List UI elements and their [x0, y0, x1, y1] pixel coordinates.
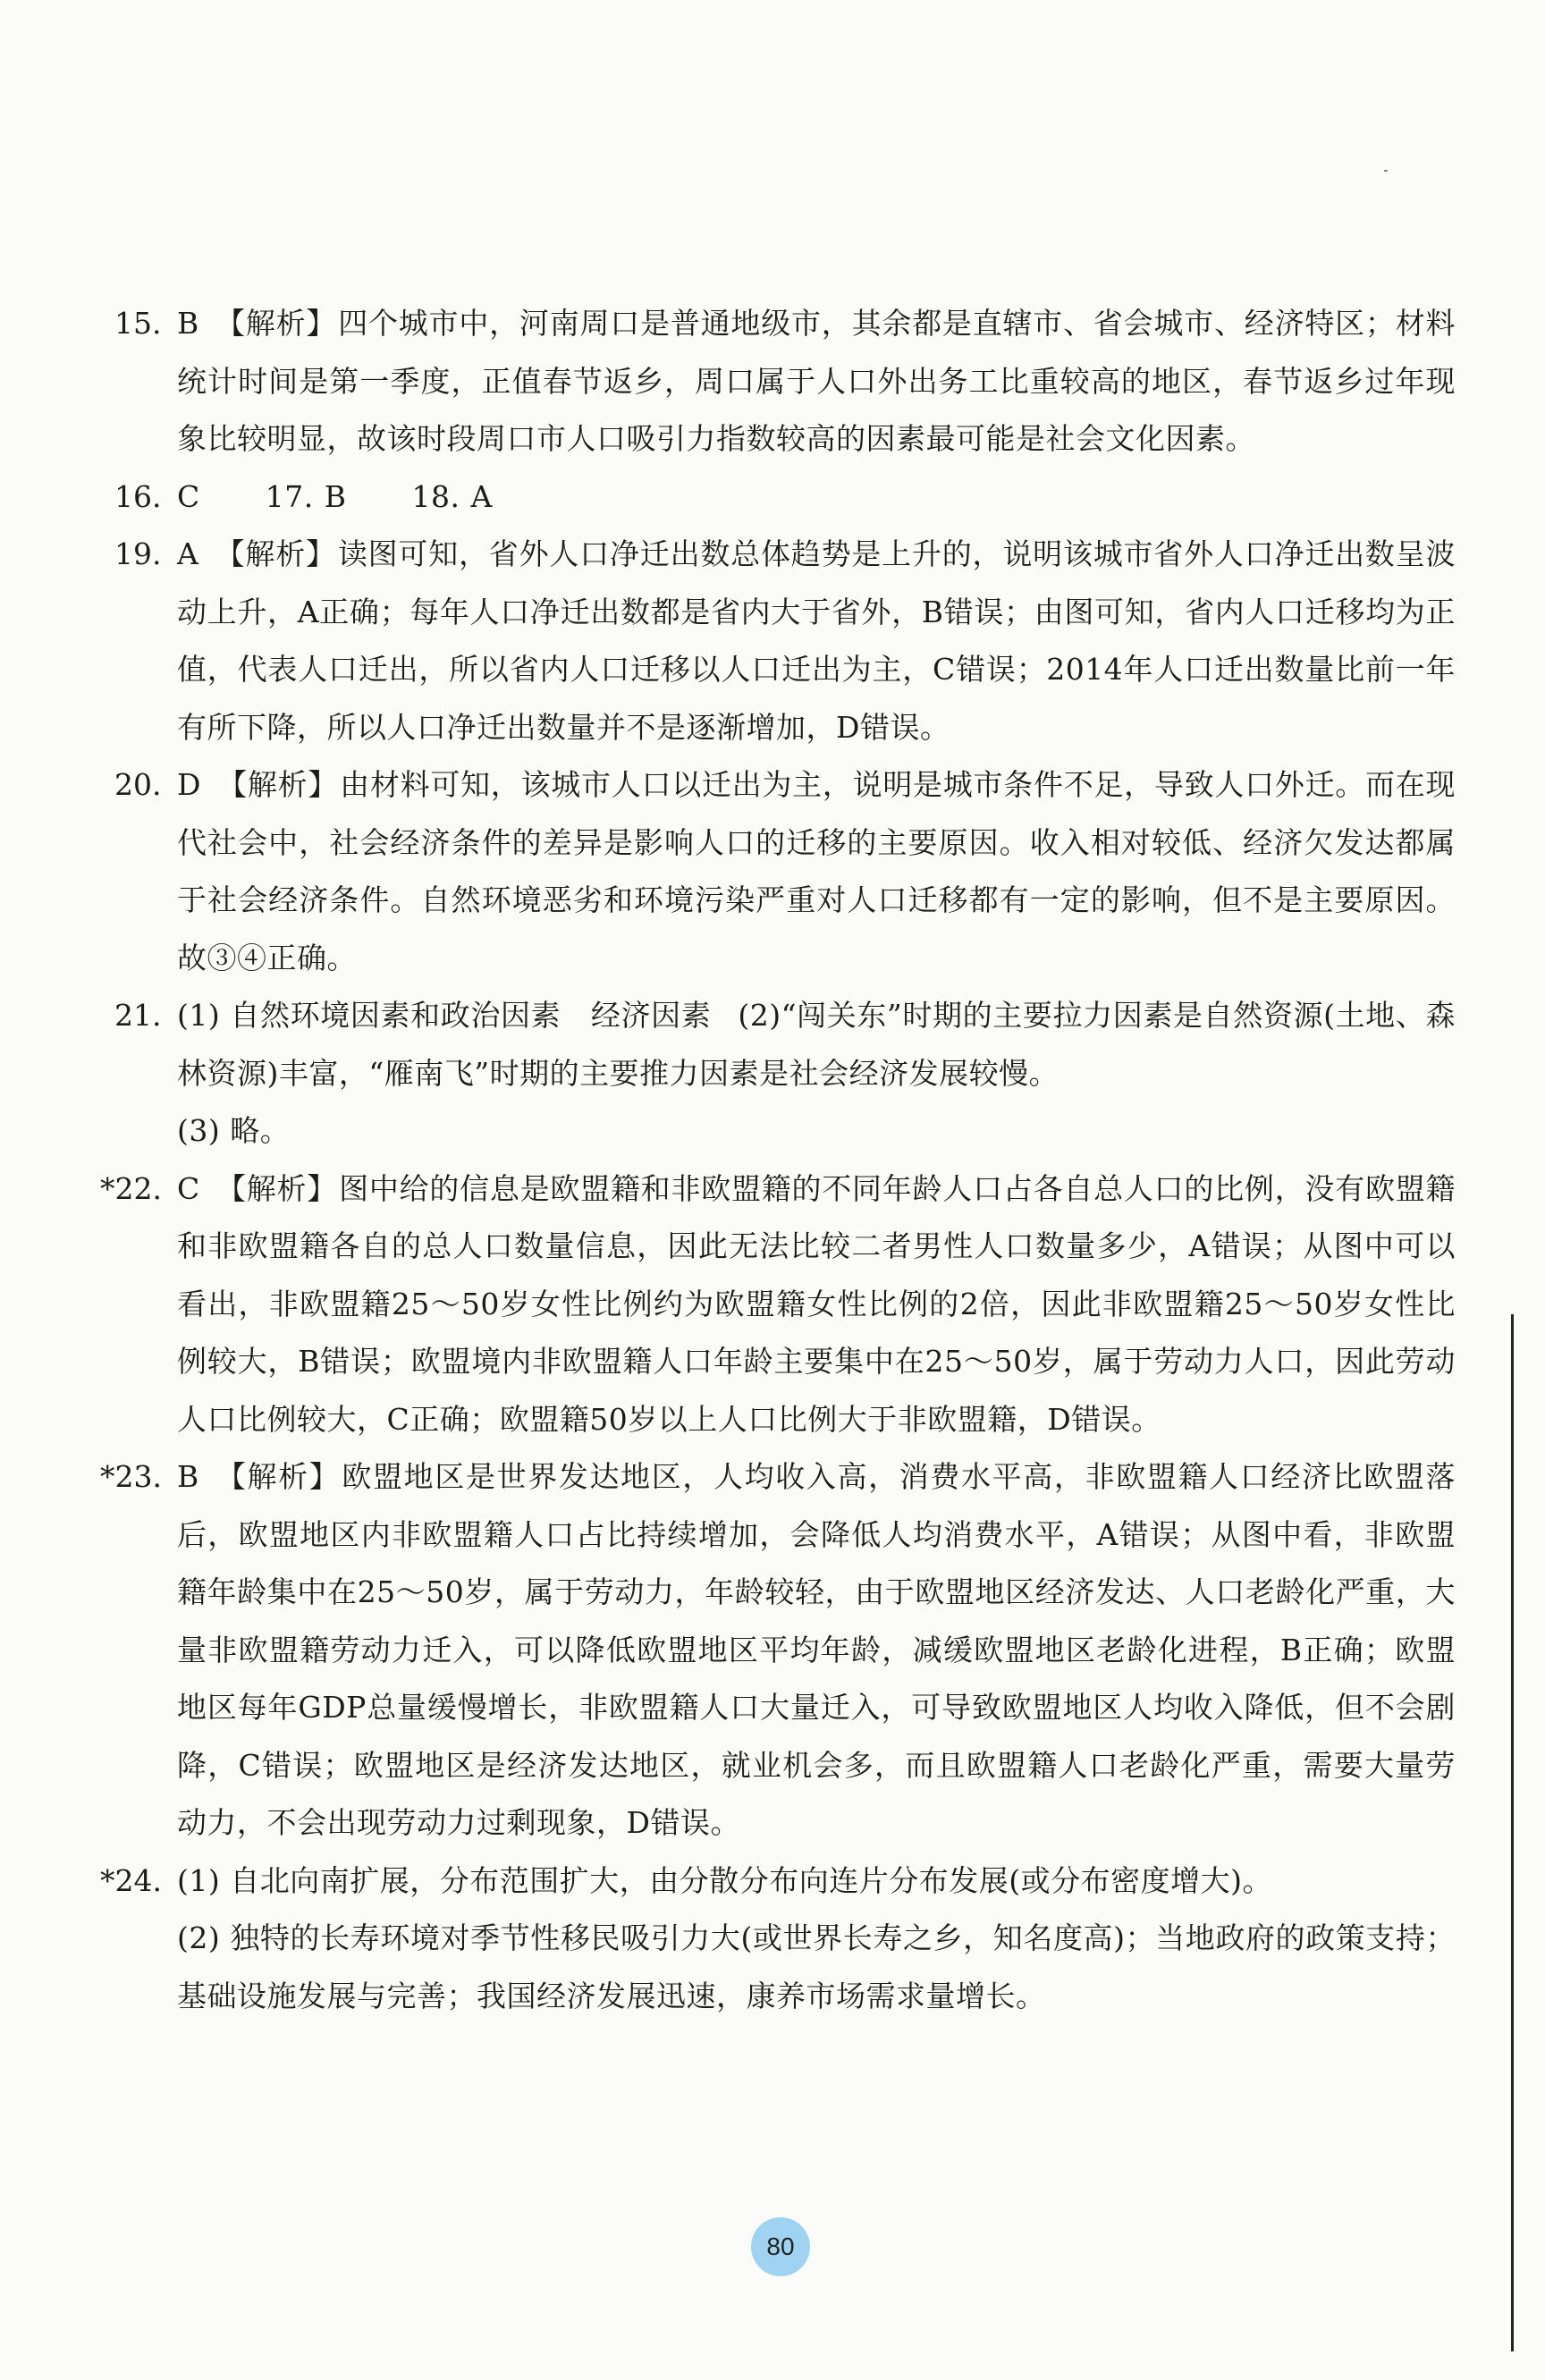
answer-letter: B [177, 1459, 199, 1494]
answer-item-24 [100, 1853, 1456, 2026]
analysis-text: 由材料可知，该城市人口以迁出为主，说明是城市条件不足，导致人口外迁。而在现代社会中，社会经济条件的差异是影响人口的迁移的主要原因。收入相对较低、经济欠发达都属于社会经济条件。自然环境恶劣和环境污染严重对人口迁移都有一定的影响，但不是主要原因。故③④正确。 [177, 767, 1456, 975]
answer-part-2: (2) 独特的长寿环境对季节性移民吸引力大(或世界长寿之乡，知名度高)；当地政府的政策支持；基础设施发展与完善；我国经济发展迅速，康养市场需求量增长。 [177, 1920, 1456, 2013]
question-number: 17. [265, 478, 314, 514]
answer-part-1: (1) 自北向南扩展，分布范围扩大，由分散分布向连片分布发展(或分布密度增大)。 [177, 1862, 1272, 1898]
scan-mark [1384, 170, 1388, 172]
answer-letter: A [177, 536, 199, 571]
question-number: 18. [411, 478, 460, 514]
analysis-tag: 【解析】 [216, 767, 339, 802]
question-number: 16. [114, 478, 162, 514]
answer-letter: D [177, 767, 201, 802]
question-number: *24. [100, 1862, 162, 1898]
answer-part-3: (3) 略。 [177, 1113, 291, 1148]
question-number: 20. [114, 767, 162, 802]
analysis-tag: 【解析】 [215, 536, 336, 571]
answer-part-2: (2)“闯关东”时期的主要拉力因素是自然资源(土地、森林资源)丰富，“雁南飞”时期的主要推力因素是社会经济发展较慢。 [177, 998, 1456, 1091]
analysis-tag: 【解析】 [215, 1459, 341, 1494]
answer-item-19 [114, 526, 1456, 756]
answer-letter: B [324, 478, 347, 514]
answer-letter: C [177, 478, 200, 514]
answer-letter: B [177, 306, 199, 341]
question-number: 15. [114, 306, 162, 341]
question-number: 19. [114, 536, 162, 571]
answer-item-15 [114, 295, 1456, 468]
answer-item-20 [114, 756, 1456, 987]
answer-item-23 [100, 1448, 1456, 1853]
answer-row-16-18 [114, 468, 1456, 527]
analysis-text: 欧盟地区是世界发达地区，人均收入高，消费水平高，非欧盟籍人口经济比欧盟落后，欧盟地区内非欧盟籍人口占比持续增加，会降低人均消费水平，A错误；从图中看，非欧盟籍年龄集中在25～50岁，属于劳动力，年龄较轻，由于欧盟地区经济发达、人口老龄化严重，大量非欧盟籍劳动力迁入，可以降低欧盟地区平均年龄，减缓欧盟地区老龄化进程，B正确；欧盟地区每年GDP总量缓慢增长，非欧盟籍人口大量迁入，可导致欧盟地区人均收入降低，但不会剧降，C错误；欧盟地区是经济发达地区，就业机会多，而且欧盟籍人口老龄化严重，需要大量劳动力，不会出现劳动力过剩现象，D错误。 [177, 1459, 1456, 1840]
analysis-text: 图中给的信息是欧盟籍和非欧盟籍的不同年龄人口占各自总人口的比例，没有欧盟籍和非欧盟籍各自的总人口数量信息，因此无法比较二者男性人口数量多少，A错误；从图中可以看出，非欧盟籍25～50岁女性比例约为欧盟籍女性比例的2倍，因此非欧盟籍25～50岁女性比例较大，B错误；欧盟境内非欧盟籍人口年龄主要集中在25～50岁，属于劳动力人口，因此劳动人口比例较大，C正确；欧盟籍50岁以上人口比例大于非欧盟籍，D错误。 [177, 1170, 1456, 1437]
analysis-text: 读图可知，省外人口净迁出数总体趋势是上升的，说明该城市省外人口净迁出数呈波动上升，A正确；每年人口净迁出数都是省内大于省外，B错误；由图可知，省内人口迁移均为正值，代表人口迁出，所以省内人口迁移以人口迁出为主，C错误；2014年人口迁出数量比前一年有所下降，所以人口净迁出数量并不是逐渐增加，D错误。 [177, 536, 1456, 745]
binding-edge-line [1511, 1314, 1514, 2351]
answer-item-22 [100, 1160, 1456, 1449]
analysis-tag: 【解析】 [215, 1170, 338, 1206]
question-number: *23. [100, 1459, 162, 1494]
page-number-badge: 80 [751, 2217, 810, 2276]
answer-letter: C [177, 1170, 200, 1206]
analysis-text: 四个城市中，河南周口是普通地级市，其余都是直辖市、省会城市、经济特区；材料统计时间是第一季度，正值春节返乡，周口属于人口外出务工比重较高的地区，春节返乡过年现象比较明显，故该时段周口市人口吸引力指数较高的因素最可能是社会文化因素。 [177, 306, 1456, 456]
analysis-tag: 【解析】 [215, 306, 337, 341]
answer-letter: A [470, 478, 493, 514]
answer-part-1: (1) 自然环境因素和政治因素 经济因素 [177, 998, 712, 1033]
answer-item-21 [114, 987, 1456, 1160]
question-number: *22. [100, 1170, 162, 1206]
answer-list [100, 295, 1456, 2025]
question-number: 21. [114, 998, 162, 1033]
